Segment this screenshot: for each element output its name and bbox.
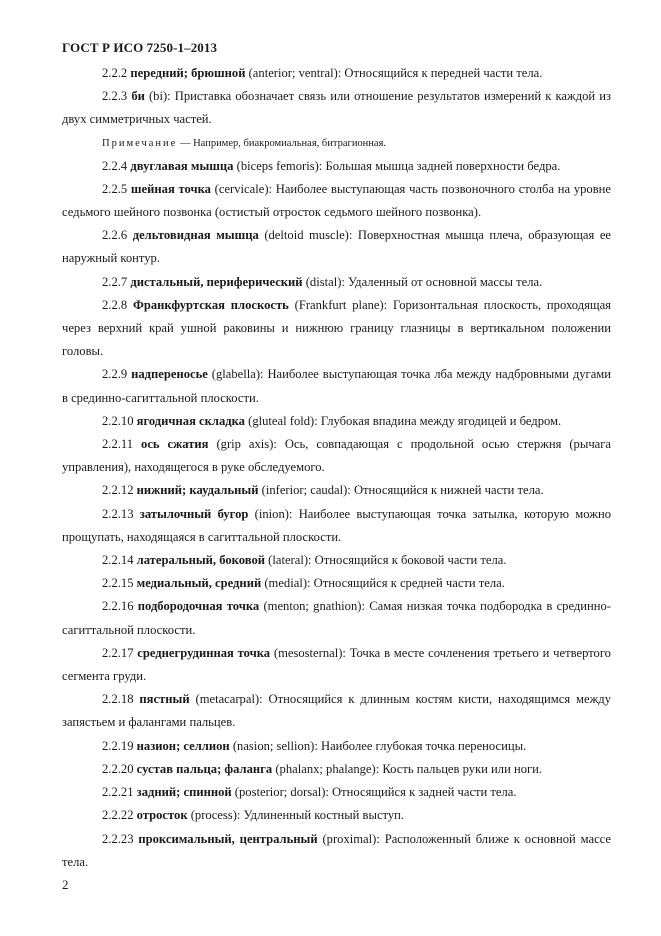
definition-2-2-9: 2.2.9 надпереносье (glabella): Наиболее выступающая точка лба между надбровными дугами в срединно-сагиттальной плоскости. [62,367,611,405]
definition-2-2-5: 2.2.5 шейная точка (cervicale): Наиболее выступающая часть позвоночного столба на уровне седьмого шейного позвонка (остистый отросток седьмого шейного позвонка). [62,181,611,220]
definition-2-2-14: 2.2.14 латеральный, боковой (lateral): Относящийся к боковой части тела. [102,553,507,568]
definitions-list [62,62,611,874]
definition-2-2-6: 2.2.6 дельтовидная мышца (deltoid muscle): Поверхностная мышца плеча, образующая ее наружный контур. [62,228,611,266]
document-header: ГОСТ Р ИСО 7250-1–2013 [62,40,218,55]
note: Примечание — Например, биакромиальная, битрагионная. [102,137,387,149]
definition-2-2-18: 2.2.18 пястный (metacarpal): Относящийся к длинным костям кисти, находящимся между запястьем и фалангами пальцев. [62,692,612,730]
definition-2-2-19: 2.2.19 назион; селлион (nasion; sellion): Наиболее глубокая точка переносицы. [102,738,527,753]
definition-2-2-8: 2.2.8 Франкфуртская плоскость (Frankfurt plane): Горизонтальная плоскость, проходящая через верхний край ушной раковины и нижнюю границу глазницы в вертикальном положении головы. [62,297,611,359]
definition-2-2-11: 2.2.11 ось сжатия (grip axis): Ось, совпадающая с продольной осью стержня (рычага управления), находящегося в руке обследуемого. [62,437,611,475]
page-number: 2 [62,877,69,892]
definition-2-2-2: 2.2.2 передний; брюшной (anterior; ventral): Относящийся к передней части тела. [102,66,543,80]
definition-2-2-10: 2.2.10 ягодичная складка (gluteal fold): Глубокая впадина между ягодицей и бедром. [102,413,562,428]
definition-2-2-13: 2.2.13 затылочный бугор (inion): Наиболее выступающая точка затылка, которую можно прощупать, находящаяся в сагиттальной плоскости. [62,506,611,544]
definition-2-2-16: 2.2.16 подбородочная точка (menton; gnathion): Самая низкая точка подбородка в срединно-сагиттальной плоскости. [62,599,611,637]
definition-2-2-4: 2.2.4 двуглавая мышца (biceps femoris): Большая мышца задней поверхности бедра. [102,158,561,173]
definition-2-2-7: 2.2.7 дистальный, периферический (distal): Удаленный от основной массы тела. [102,274,543,289]
definition-2-2-20: 2.2.20 сустав пальца; фаланга (phalanx; phalange): Кость пальцев руки или ноги. [102,761,543,776]
definition-2-2-12: 2.2.12 нижний; каудальный (inferior; caudal): Относящийся к нижней части тела. [102,483,544,498]
definition-2-2-23: 2.2.23 проксимальный, центральный (proximal): Расположенный ближе к основной массе тела. [62,831,612,869]
definition-2-2-22: 2.2.22 отросток (process): Удлиненный костный выступ. [102,808,405,823]
definition-2-2-3: 2.2.3 би (bi): Приставка обозначает связь или отношение результатов измерений к каждой из двух симметричных частей. [62,89,611,127]
definition-2-2-21: 2.2.21 задний; спинной (posterior; dorsal): Относящийся к задней части тела. [102,785,517,800]
definition-2-2-15: 2.2.15 медиальный, средний (medial): Относящийся к средней части тела. [102,576,505,591]
definition-2-2-17: 2.2.17 среднегрудинная точка (mesosternal): Точка в месте сочленения третьего и четвертого сегмента груди. [62,645,611,684]
